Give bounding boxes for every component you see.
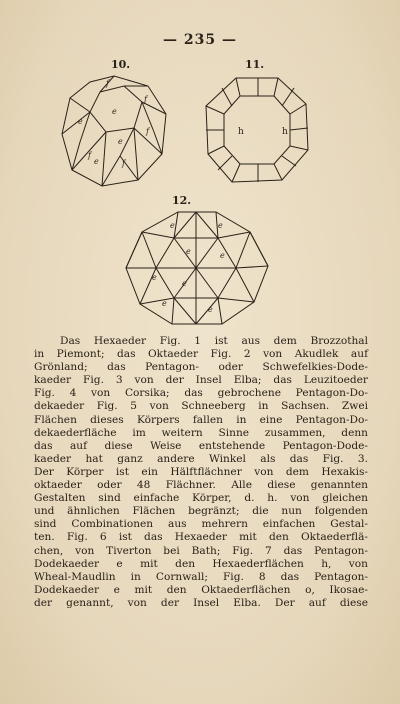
fig12-face-e6: e <box>182 279 187 288</box>
figure-12-crystal-drawing <box>122 208 270 328</box>
fig12-face-e5: e <box>152 273 157 282</box>
fig11-face-h1: h <box>238 127 244 137</box>
fig12-face-e7: e <box>162 299 167 308</box>
fig10-face-f1: f <box>106 79 109 88</box>
text-line: Dodekaeder e mit den Hexaederflächen h, von <box>34 557 368 570</box>
text-line: Fig. 4 von Corsika; das gebrochene Pentagon-Do- <box>34 387 368 400</box>
fig10-face-f3: f <box>146 127 149 136</box>
text-line: Flächen dieses Körpers fallen in eine Pentagon-Do- <box>34 413 368 426</box>
text-line: Wheal-Maudlin in Cornwall; Fig. 8 das Pentagon- <box>34 570 368 583</box>
text-line: Grönland; das Pentagon- oder Schwefelkies-Dode- <box>34 361 368 374</box>
text-line: kaeder hat ganz andere Winkel als das Fig. 3. <box>34 452 368 465</box>
text-line: in Piemont; das Oktaeder Fig. 2 von Akudlek auf <box>34 348 368 361</box>
text-line: Der Körper ist ein Hälftflächner von dem Hexakis- <box>34 465 368 478</box>
fig10-face-f4: f <box>88 151 91 160</box>
text-line: dekaeder Fig. 5 von Schneeberg in Sachsen. Zwei <box>34 400 368 413</box>
fig12-face-e1: e <box>170 221 175 230</box>
figure-10-label: 10. <box>111 58 131 71</box>
fig10-face-f2: f <box>144 95 147 104</box>
text-line: Das Hexaeder Fig. 1 ist aus dem Brozzothal <box>60 335 368 347</box>
text-line: chen, von Tiverton bei Bath; Fig. 7 das Pentagon- <box>34 544 368 557</box>
figure-12-label: 12. <box>172 194 192 207</box>
fig12-face-e3: e <box>186 247 191 256</box>
fig10-face-e3: e <box>118 137 123 146</box>
page-number: — 235 — <box>163 32 237 48</box>
text-line: sind Combinationen aus mehrern einfachen Gestal- <box>34 518 368 531</box>
fig10-face-e1: e <box>112 107 117 116</box>
text-line: dekaederfläche im weitern Sinne zusammen, denn <box>34 426 368 439</box>
text-line: ten. Fig. 6 ist das Hexaeder mit den Oktaederflä- <box>34 531 368 544</box>
text-line: Dodekaeder e mit den Oktaederflächen o, Ikosae- <box>34 583 368 596</box>
fig10-face-e2: e <box>78 117 83 126</box>
figure-11-crystal-drawing <box>202 74 312 186</box>
body-paragraph <box>34 335 368 610</box>
text-line: das auf diese Weise entstehende Pentagon-Dode- <box>34 439 368 452</box>
fig11-face-h2: h <box>282 127 288 137</box>
figure-10-crystal-drawing <box>58 72 170 190</box>
fig12-face-e8: e <box>208 305 213 314</box>
fig12-face-e4: e <box>220 251 225 260</box>
text-line: Gestalten sind einfache Körper, d. h. von gleichen <box>34 492 368 505</box>
figure-11-label: 11. <box>245 58 265 71</box>
text-line: und ähnlichen Flächen begränzt; die nun folgenden <box>34 505 368 518</box>
text-line: der genannt, von der Insel Elba. Der auf diese <box>34 596 368 609</box>
fig10-face-e4: e <box>94 157 99 166</box>
fig12-face-e2: e <box>218 221 223 230</box>
text-line: oktaeder oder 48 Flächner. Alle diese genannten <box>34 479 368 492</box>
text-line: kaeder Fig. 3 von der Insel Elba; das Leuzitoeder <box>34 374 368 387</box>
fig10-face-f5: f <box>122 159 125 168</box>
